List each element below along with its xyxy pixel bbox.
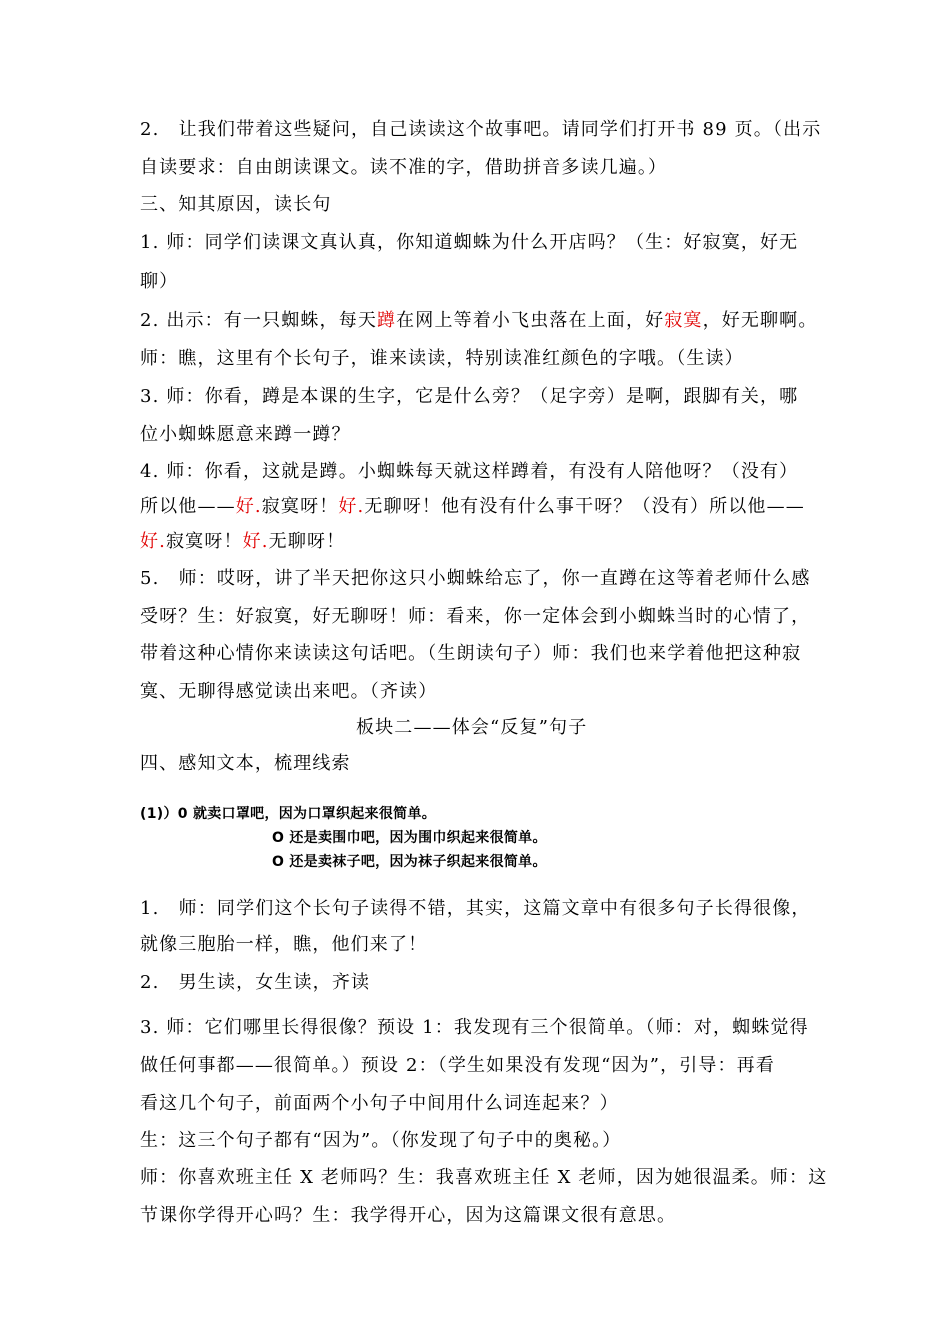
r3-line-6: 节课你学得开心吗？生：我学得开心，因为这篇课文很有意思。: [140, 1205, 677, 1226]
r2-line: 2. 男生读，女生读，齐读: [140, 972, 371, 993]
q5-line-2: 受呀？生：好寂寞，好无聊呀！师：看来，你一定体会到小蜘蛛当时的心情了，: [140, 606, 811, 627]
q2-text-a: 2. 出示：有一只蜘蛛，每天: [140, 310, 377, 331]
q2-line-2: 师：瞧，这里有个长句子，谁来读读，特别读准红颜色的字哦。（生读）: [140, 348, 744, 369]
example-sentence-2: O 还是卖围巾吧，因为围巾织起来很简单。: [272, 830, 547, 846]
q1-line-1: 1. 师：同学们读课文真认真，你知道蜘蛛为什么开店吗？（生：好寂寞，好无: [140, 232, 799, 253]
q1-line-2: 聊）: [140, 271, 179, 292]
paragraph-2-line-2: 自读要求：自由朗读课文。读不准的字，借助拼音多读几遍。）: [140, 157, 668, 178]
q4-text-c: 无聊呀！他有没有什么事干呀？（没有）所以他——: [364, 496, 805, 517]
r3-line-2: 做任何事都——很简单。）预设 2：（学生如果没有发现“因为”，引导：再看: [140, 1055, 775, 1076]
r3-line-3: 看这几个句子，前面两个小句子中间用什么词连起来？）: [140, 1093, 619, 1114]
q4-hao-4: 好.: [242, 531, 269, 552]
q2-text-b: 在网上等着小飞虫落在上面，好: [396, 310, 665, 331]
q3-line-2: 位小蜘蛛愿意来蹲一蹲？: [140, 424, 351, 445]
q4-text-a: 所以他——: [140, 496, 236, 517]
q3-line-1: 3. 师：你看，蹲是本课的生字，它是什么旁？（足字旁）是啊，跟脚有关，哪: [140, 386, 799, 407]
example-sentence-1: (1)）0 就卖口罩吧，因为口罩织起来很简单。: [140, 806, 437, 822]
q4-text-d: 寂寞呀！: [166, 531, 243, 552]
paragraph-2-line-1: 2. 让我们带着这些疑问，自己读读这个故事吧。请同学们打开书 89 页。（出示: [140, 119, 822, 140]
q5-line-4: 寞、无聊得感觉读出来吧。（齐读）: [140, 681, 438, 702]
q4-hao-2: 好.: [338, 496, 365, 517]
heading-four: 四、感知文本，梳理线索: [140, 753, 351, 774]
q2-line-1: [140, 309, 817, 333]
r1-line-1: 1. 师：同学们这个长句子读得不错，其实，这篇文章中有很多句子长得很像，: [140, 898, 811, 919]
q4-hao-1: 好.: [235, 496, 262, 517]
q2-red-squat: 蹲: [377, 310, 397, 331]
q4-line-3: [140, 530, 345, 554]
q4-line-2: [140, 495, 805, 519]
r3-line-4: 生：这三个句子都有“因为”。（你发现了句子中的奥秘。）: [140, 1130, 622, 1151]
q4-text-e: 无聊呀！: [268, 531, 346, 552]
example-sentence-3: O 还是卖袜子吧，因为袜子织起来很简单。: [272, 854, 547, 870]
q5-line-3: 带着这种心情你来读读这句话吧。（生朗读句子）师：我们也来学着他把这种寂: [140, 643, 802, 664]
r3-line-5: 师：你喜欢班主任 X 老师吗？生：我喜欢班主任 X 老师，因为她很温柔。师：这: [140, 1167, 828, 1188]
q5-line-1: 5. 师：哎呀，讲了半天把你这只小蜘蛛给忘了，你一直蹲在这等着老师什么感: [140, 568, 811, 589]
r3-line-1: 3. 师：它们哪里长得很像？预设 1：我发现有三个很简单。（师：对，蜘蛛觉得: [140, 1017, 809, 1038]
section-title: 板块二——体会“反复”句子: [356, 717, 588, 738]
q4-line-1: 4. 师：你看，这就是蹲。小蜘蛛每天就这样蹲着，有没有人陪他呀？（没有）: [140, 461, 799, 482]
q4-text-b: 寂寞呀！: [261, 496, 339, 517]
q4-hao-3: 好.: [140, 531, 167, 552]
r1-line-2: 就像三胞胎一样，瞧，他们来了！: [140, 934, 428, 955]
heading-three: 三、知其原因，读长句: [140, 194, 332, 215]
q2-text-c: ，好无聊啊。: [702, 310, 818, 331]
q2-red-lonely: 寂寞: [664, 310, 703, 331]
